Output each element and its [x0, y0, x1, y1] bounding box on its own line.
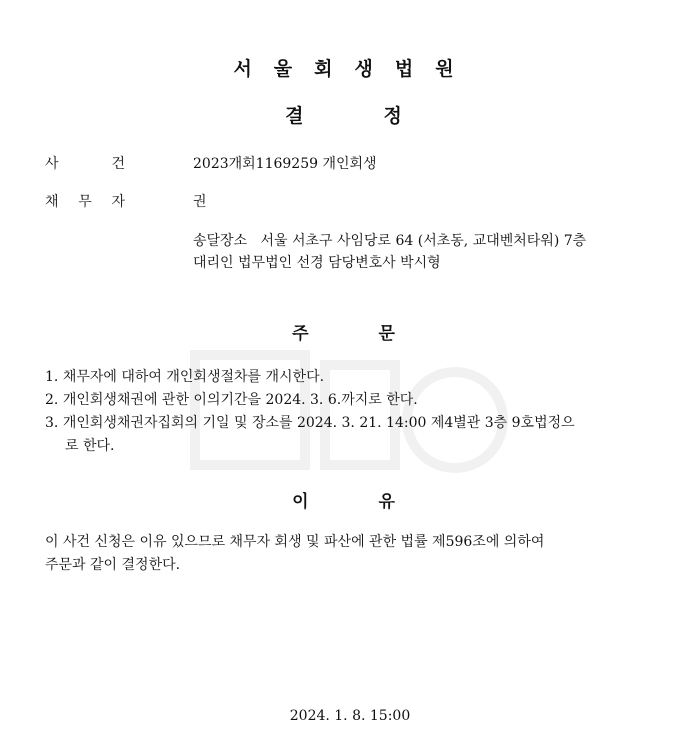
attorney-info: 대리인 법무법인 선경 담당변호사 박시형	[193, 255, 441, 271]
case-label: 사 건	[45, 156, 125, 172]
order-item: 3. 개인회생채권자집회의 기일 및 장소를 2024. 3. 21. 14:00 제4별관 3층 9호법정으	[45, 415, 575, 431]
court-name: 서울회생법원	[233, 58, 476, 80]
order-section-title: 주문	[292, 324, 465, 344]
reason-text: 이 사건 신청은 이유 있으므로 채무자 회생 및 파산에 관한 법률 제596조에 의하여 주문과 같이 결정한다.	[45, 534, 545, 573]
order-item: 1. 채무자에 대하여 개인회생절차를 개시한다.	[45, 369, 325, 385]
debtor-label: 채 무 자	[45, 194, 125, 210]
order-list	[45, 366, 665, 458]
debtor-name: 권	[193, 194, 207, 210]
order-item-continuation: 로 한다.	[65, 438, 115, 454]
case-number: 2023개회1169259 개인회생	[193, 156, 377, 172]
decision-date: 2024. 1. 8. 15:00	[289, 708, 411, 724]
service-address: 송달장소 서울 서초구 사임당로 64 (서초동, 교대벤처타워) 7층	[193, 233, 587, 249]
reason-section-title: 이유	[292, 492, 465, 512]
order-item: 2. 개인회생채권에 관한 이의기간을 2024. 3. 6.까지로 한다.	[45, 392, 418, 408]
document-type-title: 결정	[285, 105, 482, 127]
